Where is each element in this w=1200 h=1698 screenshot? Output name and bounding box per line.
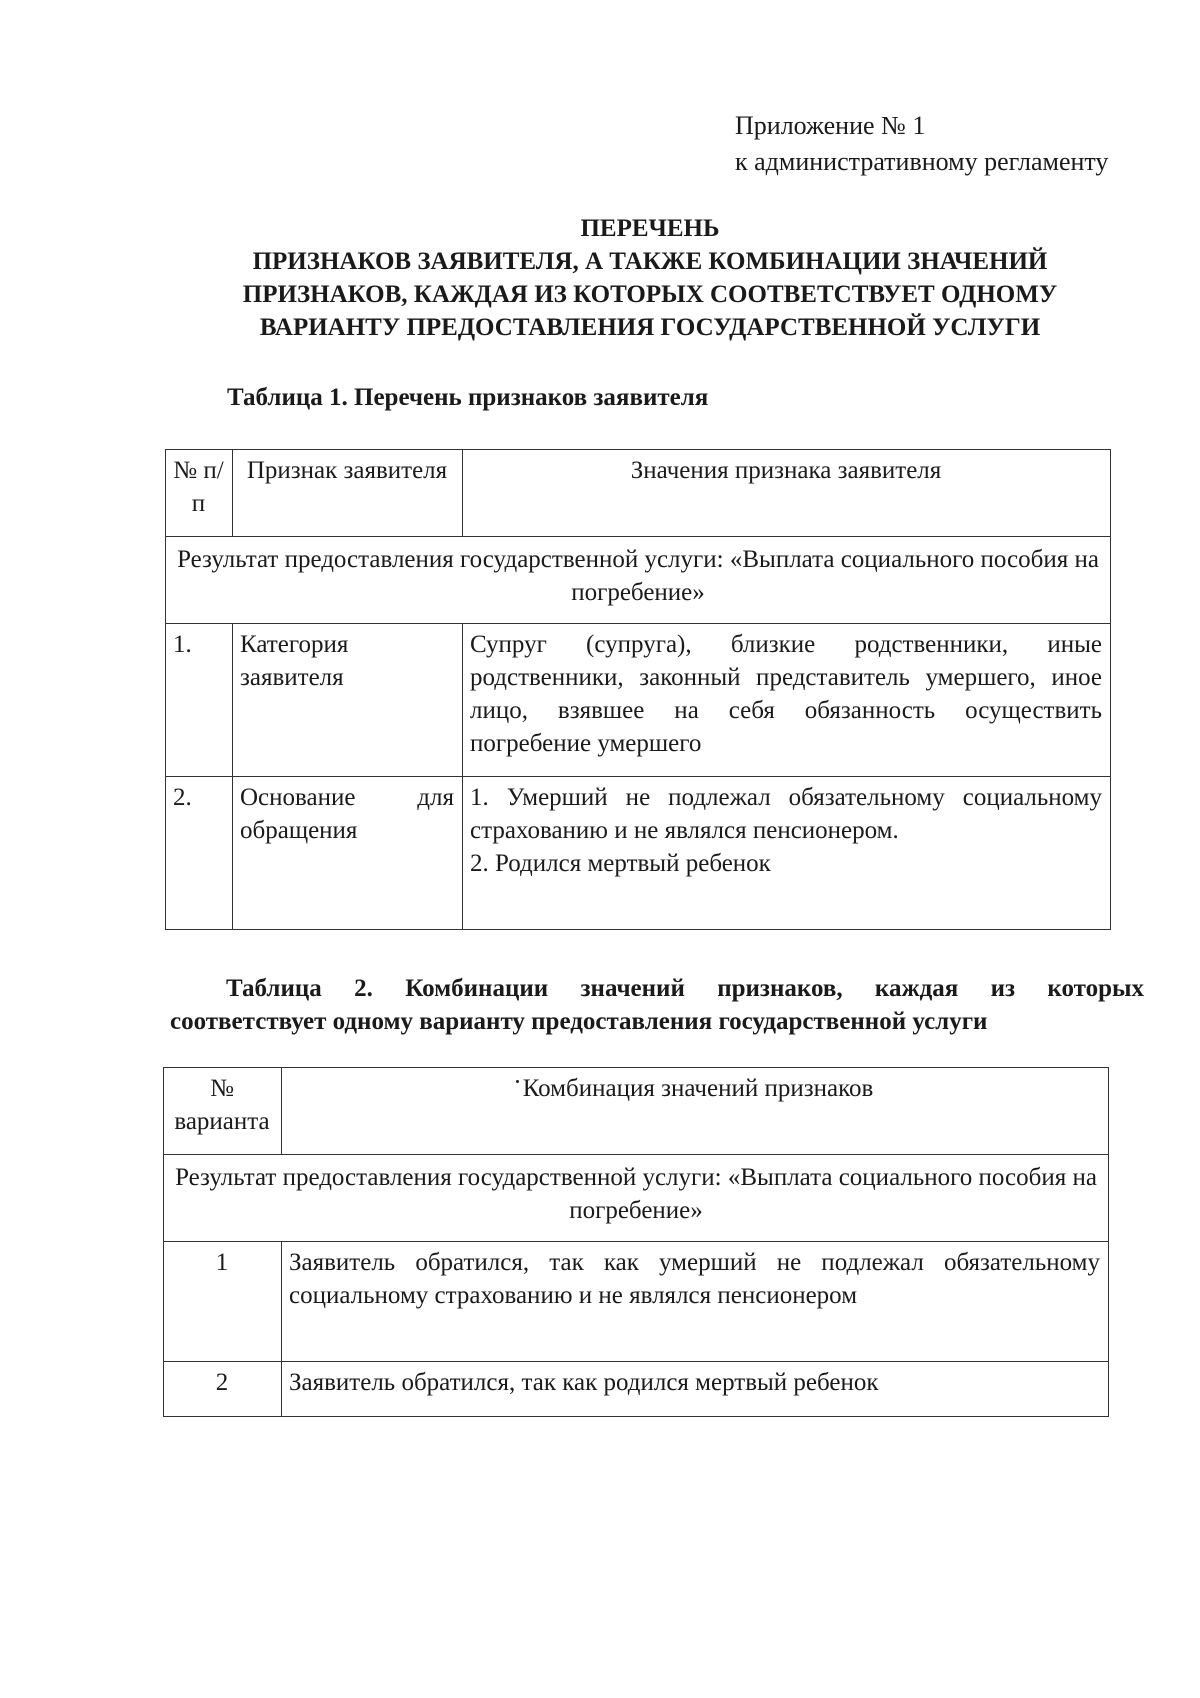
document-title xyxy=(160,212,1140,344)
table-1-caption: Таблица 1. Перечень признаков заявителя xyxy=(227,384,709,411)
table-header-row xyxy=(166,450,1111,537)
title-line-2: ПРИЗНАКОВ ЗАЯВИТЕЛЯ, А ТАКЖЕ КОМБИНАЦИИ ЗНАЧЕНИЙ xyxy=(252,248,1048,275)
variant-combination: Заявитель обратился, так как умерший не подлежал обязательному социальному страхованию и не являлся пенсионером xyxy=(282,1242,1109,1362)
value-item: 1. Умерший не подлежал обязательному социальному страхованию и не являлся пенсионером. xyxy=(470,784,1102,844)
table-row xyxy=(166,624,1111,777)
result-cell: Результат предоставления государственной услуги: «Выплата социального пособия на погребение» xyxy=(164,1155,1109,1242)
variant-combination: Заявитель обратился, так как родился мертвый ребенок xyxy=(282,1362,1109,1417)
row-num: 1. xyxy=(166,624,233,777)
attribute-combinations-table xyxy=(163,1067,1109,1417)
value-item: 2. Родился мертвый ребенок xyxy=(470,850,771,877)
attribute-word: для xyxy=(417,784,454,811)
row-value xyxy=(463,777,1111,930)
table-row xyxy=(164,1242,1109,1362)
table-2-caption xyxy=(170,972,1144,1038)
row-num: 2. xyxy=(166,777,233,930)
caption-line-1: Таблица 2. Комбинации значений признаков, каждая из которых xyxy=(226,975,1144,1002)
attribute-word: Основание xyxy=(240,784,356,811)
result-cell: Результат предоставления государственной услуги: «Выплата социального пособия на погребение» xyxy=(166,537,1111,624)
table-header-row xyxy=(164,1068,1109,1155)
appendix-line-2: к административному регламенту xyxy=(735,147,1109,176)
header-variant-num: № варианта xyxy=(164,1068,282,1155)
title-line-3: ПРИЗНАКОВ, КАЖДАЯ ИЗ КОТОРЫХ СООТВЕТСТВУЕТ ОДНОМУ xyxy=(242,281,1058,308)
variant-num: 2 xyxy=(164,1362,282,1417)
caption-line-2: соответствует одному варианту предоставления государственной услуги xyxy=(170,1008,988,1035)
appendix-header xyxy=(735,108,1108,180)
title-line-1: ПЕРЕЧЕНЬ xyxy=(580,215,720,242)
header-combination-label: Комбинация значений признаков xyxy=(522,1075,874,1102)
title-line-4: ВАРИАНТУ ПРЕДОСТАВЛЕНИЯ ГОСУДАРСТВЕННОЙ УСЛУГИ xyxy=(259,314,1041,341)
row-value: Супруг (супруга), близкие родственники, иные родственники, законный представитель умершего, иное лицо, взявшее на себя обязанность осуществить погребение умершего xyxy=(463,624,1111,777)
variant-num: 1 xyxy=(164,1242,282,1362)
header-values: Значения признака заявителя xyxy=(463,450,1111,537)
appendix-line-1: Приложение № 1 xyxy=(735,111,926,140)
header-combination xyxy=(282,1068,1109,1155)
header-attribute: Признак заявителя xyxy=(233,450,463,537)
stray-dot xyxy=(516,1080,519,1083)
attribute-word: обращения xyxy=(240,817,358,844)
header-num: № п/п xyxy=(166,450,233,537)
result-row xyxy=(166,537,1111,624)
row-attribute: Категория заявителя xyxy=(233,624,463,777)
table-row xyxy=(166,777,1111,930)
applicant-attributes-table xyxy=(165,449,1111,930)
row-attribute xyxy=(233,777,463,930)
table-row xyxy=(164,1362,1109,1417)
result-row xyxy=(164,1155,1109,1242)
